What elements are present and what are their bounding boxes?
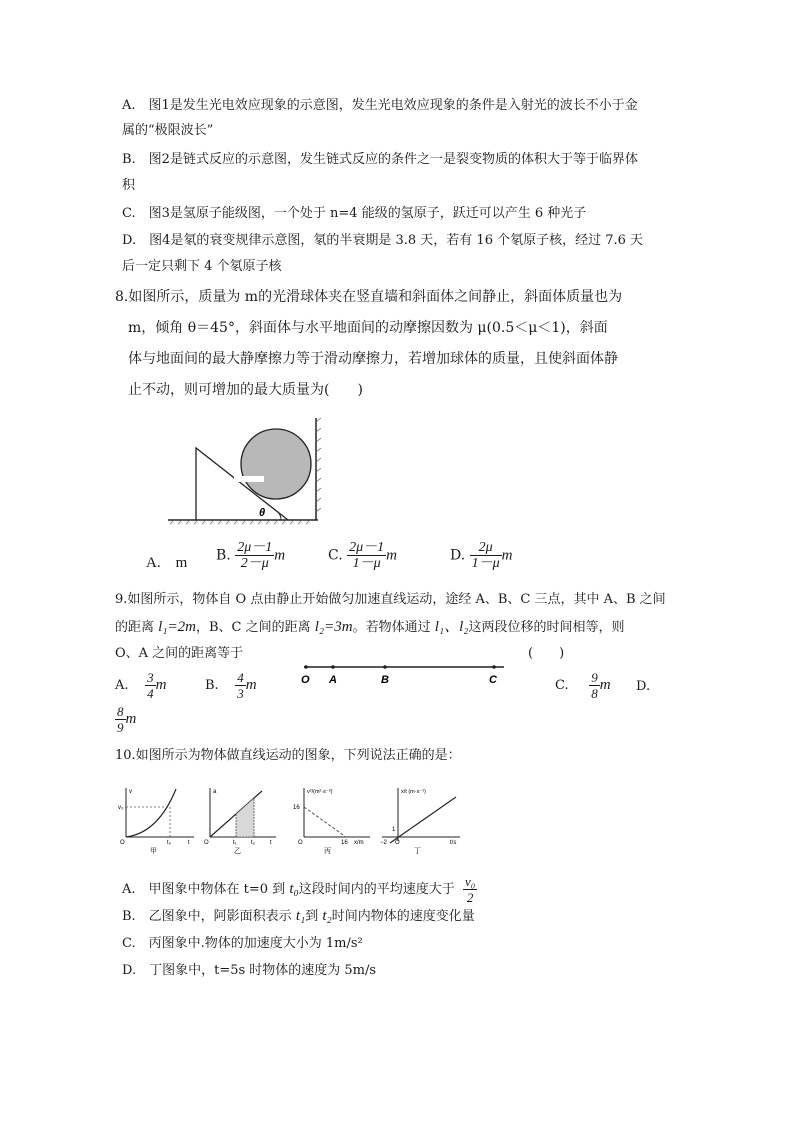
- q9-option-a-label: A.: [115, 678, 129, 693]
- q8-option-a-text: A. m: [146, 555, 188, 571]
- point-o: [304, 665, 308, 669]
- q9-option-d-label: D.: [636, 679, 651, 694]
- angle-arc: [278, 512, 281, 520]
- jia-t0-label: t₀: [167, 840, 172, 846]
- label-c: C: [489, 674, 497, 686]
- jia-v0-label: v₀: [118, 805, 124, 811]
- q9-answer-paren: ( ): [528, 646, 565, 661]
- q10-option-b-mid: 到: [305, 909, 323, 924]
- q10-option-b-pre: B. 乙图象中，阿影面积表示: [122, 909, 296, 924]
- jia-y-label: v: [129, 789, 132, 795]
- ding-origin: O: [395, 840, 400, 846]
- q9-option-b-num: 4: [237, 670, 244, 685]
- bing-x-label: x/m: [354, 840, 364, 846]
- q9-stem-line3: O、A 之间的距离等于: [115, 646, 244, 661]
- q10-stem: 10.如图所示为物体做直线运动的图象，下列说法正确的是：: [115, 748, 461, 763]
- q8-option-b-den: 2－μ: [240, 556, 269, 571]
- q7-option-b-line1: B. 图2是链式反应的示意图，发生链式反应的条件之一是裂变物质的体积大于等于临界体: [122, 152, 638, 167]
- q8-option-b-fraction: [235, 540, 274, 571]
- q8-option-d-den: 1－μ: [471, 556, 500, 571]
- yi-shaded-area: [236, 798, 254, 837]
- q9-option-d-num: 8: [117, 704, 124, 719]
- q9-option-b-fraction: [235, 670, 246, 701]
- jia-t-label: t: [188, 840, 190, 846]
- ding-caption: 丁: [414, 848, 421, 855]
- q7-option-a-line2: 属的“极限波长”: [122, 123, 214, 138]
- q9-option-c-num: 9: [591, 670, 598, 685]
- q9-option-d-fraction: [115, 704, 126, 735]
- q8-option-c-num: 2μ－1: [349, 540, 385, 555]
- q8-option-a: [146, 548, 187, 578]
- q10-option-a-pre: A. 甲图象中物体在 t=0 到: [122, 882, 290, 897]
- jia-origin: O: [120, 840, 125, 846]
- q9-option-a: [115, 670, 166, 701]
- q9-option-b-den: 3: [237, 686, 244, 701]
- q9-l1-l2: l₁、l₂: [434, 619, 469, 635]
- q9-option-c-fraction: [589, 670, 600, 701]
- ding-1-label: 1: [392, 827, 396, 833]
- q7-option-c: C. 图3是氢原子能级图，一个处于 n=4 能级的氢原子，跃迁可以产生 6 种光子: [122, 206, 587, 221]
- q9-text-a: 的距离: [115, 620, 159, 635]
- q9-option-b-unit: m: [245, 677, 257, 693]
- q8-stem-line3: 体与地面间的最大静摩擦力等于滑动摩擦力，若增加球体的质量，且使斜面体静: [128, 351, 618, 367]
- q7-option-d-line2: 后一定只剩下 4 个氡原子核: [122, 259, 282, 274]
- q10-option-a-mid: 这段时间内的平均速度大于: [298, 882, 455, 897]
- theta-label: θ: [259, 507, 266, 519]
- q9-option-d-unit: m: [125, 711, 137, 727]
- ding-line: [390, 797, 456, 843]
- q10-option-a-num: v₀: [464, 874, 476, 889]
- ball: [241, 429, 311, 499]
- label-o: O: [301, 674, 310, 686]
- q9-stem-line1: 9.如图所示，物体自 O 点由静止开始做匀加速直线运动，途经 A、B、C 三点，其中 A、B 之间: [115, 592, 666, 607]
- q10-option-a-den: 2: [466, 890, 474, 905]
- q9-text-d: 这两段位移的时间相等，则: [468, 620, 625, 635]
- point-b: [383, 665, 387, 669]
- q9-option-a-fraction: [145, 670, 156, 701]
- label-b: B: [381, 674, 389, 686]
- q10-graph-bing: [290, 785, 374, 857]
- q8-option-c-fraction: [347, 540, 386, 571]
- ding-y-label: x/t (m·s⁻¹): [401, 789, 426, 795]
- q9-stem-line2: [115, 617, 625, 638]
- q9-l1: l₁=2m: [158, 619, 196, 635]
- q9-option-d: [115, 704, 136, 735]
- q7-option-d-line1: D. 图4是氡的衰变规律示意图，氡的半衰期是 3.8 天，若有 16 个氡原子核，经过 7.6 天: [122, 233, 644, 248]
- q9-option-a-unit: m: [155, 677, 167, 693]
- q10-option-a-t0: t₀: [289, 881, 299, 897]
- q8-option-d-fraction: [470, 540, 502, 571]
- q10-graph-jia: [118, 785, 198, 857]
- bing-line: [304, 807, 346, 837]
- bing-caption: 丙: [324, 848, 331, 855]
- ding-neg2-label: −2: [380, 840, 387, 846]
- q9-figure-line: [298, 660, 510, 686]
- ding-t-label: t/s: [450, 840, 457, 846]
- ball-gap: [234, 476, 264, 482]
- q7-option-b-line2: 积: [122, 178, 136, 193]
- q9-text-b: ，B、C 之间的距离: [195, 620, 315, 635]
- q10-option-b-t2: t₂: [322, 908, 332, 924]
- q9-option-c-label: C.: [555, 678, 569, 693]
- bing-16-y: 16: [293, 805, 300, 811]
- point-c: [492, 665, 496, 669]
- bing-y-label: v²/(m²·s⁻²): [307, 789, 333, 795]
- q10-option-c: C. 丙图象中.物体的加速度大小为 1m/s²: [122, 936, 363, 951]
- q9-l2: l₂=3m: [314, 619, 353, 635]
- jia-caption: 甲: [150, 848, 157, 855]
- q10-option-b: [122, 906, 475, 927]
- yi-t-label: t: [270, 840, 272, 846]
- q8-option-c-unit: m: [386, 547, 397, 564]
- q8-option-c-label: C.: [328, 547, 343, 564]
- q8-stem-line1: 8.如图所示，质量为 m的光滑球体夹在竖直墙和斜面体之间静止，斜面体质量也为: [115, 289, 623, 305]
- q10-option-b-t1: t₁: [295, 908, 306, 924]
- q9-option-c: [555, 670, 611, 701]
- q8-option-b-label: B.: [216, 547, 231, 564]
- q9-option-c-den: 8: [591, 686, 598, 701]
- yi-caption: 乙: [234, 848, 241, 855]
- yi-y-label: a: [213, 789, 217, 795]
- q9-option-a-den: 4: [147, 686, 154, 701]
- jia-curve: [126, 789, 176, 837]
- q10-option-d: D. 丁图象中，t=5s 时物体的速度为 5m/s: [122, 963, 377, 978]
- q8-option-d-num: 2μ: [470, 540, 502, 556]
- q8-option-d: [450, 540, 513, 571]
- q8-option-d-unit: m: [501, 547, 513, 564]
- q9-option-a-num: 3: [147, 670, 154, 685]
- q9-option-d-den: 9: [117, 720, 124, 735]
- q8-option-d-label: D.: [450, 547, 466, 564]
- yi-origin: O: [204, 840, 209, 846]
- q8-option-c: [328, 540, 397, 571]
- q7-option-a-line1: A. 图1是发生光电效应现象的示意图，发生光电效应现象的条件是入射光的波长不小于金: [122, 98, 638, 113]
- q10-option-a-fraction: [463, 874, 477, 905]
- bing-16-x: 16: [341, 840, 348, 846]
- yi-t2-label: t₂: [251, 840, 255, 846]
- q8-option-b-num: 2μ－1: [237, 540, 273, 555]
- q8-option-c-den: 1－μ: [352, 556, 381, 571]
- point-a: [331, 665, 335, 669]
- q8-option-b: [216, 540, 285, 571]
- q10-graph-yi: [204, 785, 280, 857]
- bing-origin: O: [298, 840, 303, 846]
- yi-t1-label: t₁: [233, 840, 237, 846]
- label-a: A: [329, 674, 337, 686]
- q8-stem-line2: m，倾角 θ＝45°，斜面体与水平地面间的动摩擦因数为 μ(0.5＜μ＜1)，斜面: [128, 320, 608, 336]
- q8-stem-line4: 止不动，则可增加的最大质量为( ): [128, 382, 363, 398]
- q8-figure-incline-ball: [160, 412, 330, 530]
- q10-graph-ding: [378, 785, 464, 857]
- q10-option-a: [122, 874, 477, 905]
- q9-text-c: 。若物体通过: [352, 620, 435, 635]
- q10-option-b-tail: 时间内物体的速度变化量: [331, 909, 475, 924]
- q9-option-c-unit: m: [599, 677, 611, 693]
- q9-option-b-label: B.: [205, 678, 219, 693]
- q9-option-b: [205, 670, 257, 701]
- q8-option-b-unit: m: [274, 547, 286, 564]
